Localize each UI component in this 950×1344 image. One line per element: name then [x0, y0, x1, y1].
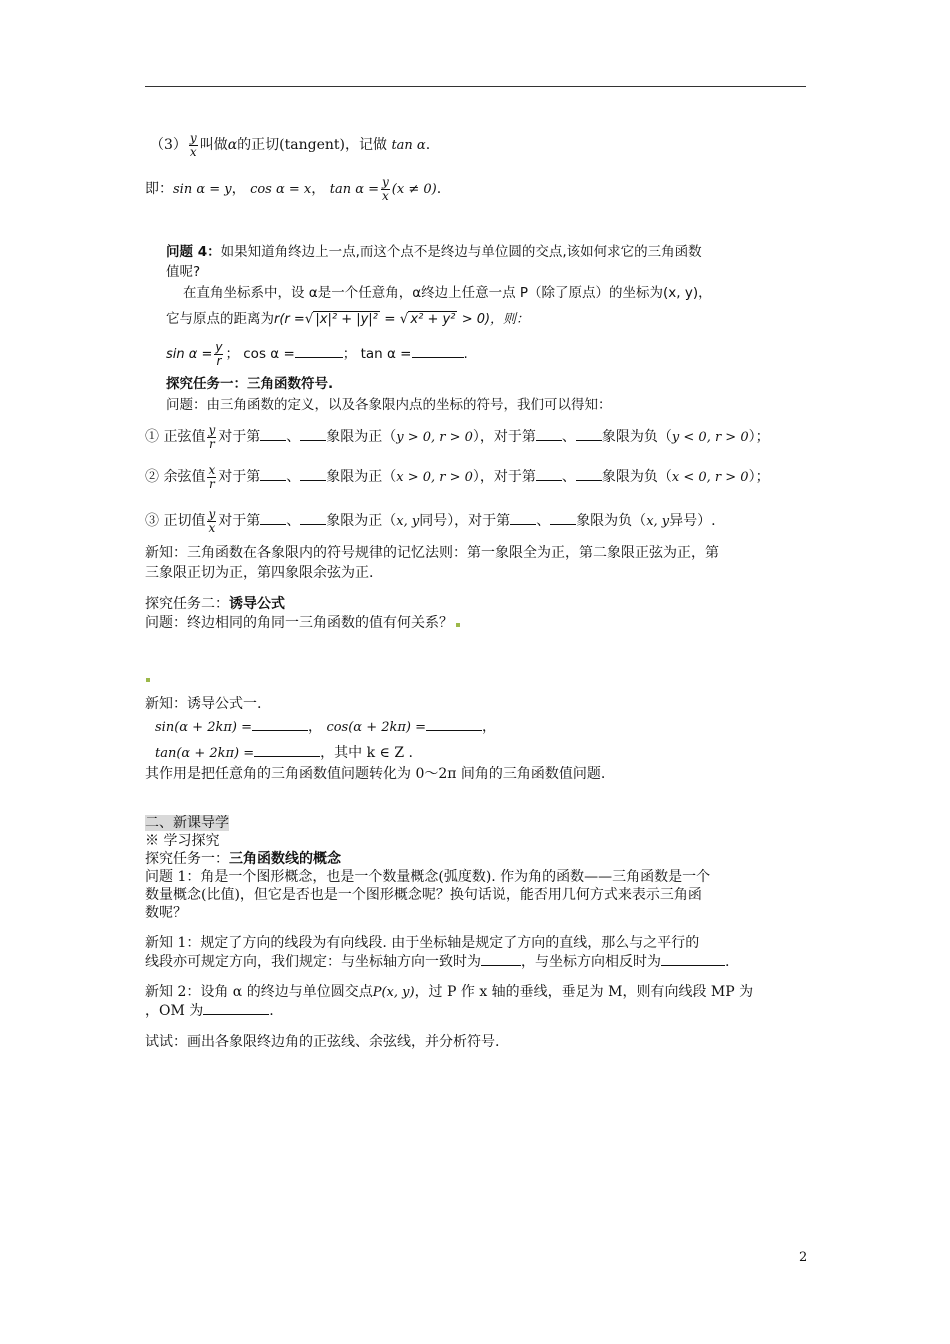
answer-blank[interactable] — [481, 953, 521, 966]
tangent-definition — [150, 132, 430, 158]
summary-formulas: 即：sin α = y， cos α = x， tan α = $\frac{y}{x}$ (x ≠ 0). — [145, 175, 442, 203]
tan-condition: (x ≠ 0) — [391, 182, 437, 198]
answer-blank[interactable] — [252, 718, 308, 731]
answer-blank[interactable] — [254, 744, 320, 757]
text: ，过 P 作 x 轴的垂线，垂足为 M，则有向线段 MP 为 — [414, 984, 754, 1000]
text: 同号 — [419, 513, 448, 530]
answer-blank[interactable] — [295, 345, 343, 358]
text: 象限为负（ — [576, 513, 647, 530]
answer-blank[interactable] — [426, 718, 482, 731]
text: 正切值 — [163, 513, 206, 530]
text: 对于第 — [218, 429, 261, 446]
try-exercise: 试试：画出各象限终边角的正弦线、余弦线，并分析符号. — [145, 1034, 500, 1050]
point-p: P(x, y) — [372, 985, 415, 1000]
question-1-line-2: 数量概念(比值)，但它是否也是一个图形概念呢？换句话说，能否用几何方式来表示三角函 — [145, 887, 702, 903]
problem-4-line-3: 在直角坐标系中，设 α是一个任意角，α终边上任意一点 P（除了原点）的坐标为(x, y)， — [183, 285, 712, 301]
answer-blank[interactable] — [260, 468, 286, 481]
text: ，与坐标方向相反时为 — [521, 954, 661, 970]
alpha-symbol: α — [227, 137, 238, 154]
condition: x, y — [396, 514, 420, 530]
condition: y < 0, r > 0 — [671, 430, 749, 446]
text: 、 — [561, 429, 576, 446]
answer-blank[interactable] — [260, 428, 286, 441]
text: 探究任务一： — [145, 851, 229, 867]
induction-formula-purpose: 其作用是把任意角的三角函数值问题转化为 0～2π 间角的三角函数值问题. — [145, 766, 606, 782]
fraction-denominator: x — [382, 188, 389, 203]
page-number: 2 — [799, 1250, 808, 1265]
fraction-numerator: y — [208, 423, 216, 437]
memory-rule-line-2: 三象限正切为正，第四象限余弦为正. — [145, 565, 374, 581]
new-knowledge-1-line-1: 新知 1：规定了方向的线段为有向线段. 由于坐标轴是规定了方向的直线，那么与之平行的 — [145, 935, 700, 951]
answer-blank[interactable] — [260, 512, 286, 525]
induction-formula-sin-cos — [155, 718, 496, 736]
marker-dot-standalone — [143, 670, 150, 687]
induction-formula-tan — [155, 744, 413, 762]
induction-formula-title: 新知：诱导公式一. — [145, 696, 262, 712]
text: ）. — [697, 513, 716, 530]
text: 、 — [536, 513, 551, 530]
text: ， — [308, 719, 322, 735]
text: 如果知道角终边上一点,而这个点不是终边与单位圆的交点,该如何求它的三角函数 — [220, 244, 702, 260]
fraction-denominator: x — [208, 520, 216, 535]
fraction-numerator: y — [189, 131, 197, 145]
problem-label: 问题 4： — [166, 244, 221, 260]
problem-4-line-1 — [166, 244, 702, 260]
text: 即： — [145, 181, 173, 198]
sign-rule-cosine — [145, 464, 770, 490]
fraction-numerator: y — [215, 340, 223, 354]
answer-blank[interactable] — [536, 428, 562, 441]
fraction-denominator: r — [208, 476, 215, 491]
answer-blank[interactable] — [510, 512, 536, 525]
sin-lead: sin α = — [166, 347, 213, 363]
sign-rule-sine — [145, 424, 770, 450]
new-knowledge-2-line-2 — [145, 1002, 274, 1020]
text: 异号 — [669, 513, 698, 530]
text: 叫做 — [199, 137, 228, 154]
text: 余弦值 — [163, 469, 206, 486]
condition: y > 0, r > 0 — [396, 430, 473, 446]
text: 问题：终边相同的角同一三角函数的值有何关系？ — [145, 615, 453, 631]
text: 它与原点的距离为 — [166, 311, 274, 327]
text: 象限为正（ — [326, 513, 397, 530]
text: 象限为负（ — [601, 429, 672, 446]
fraction — [207, 424, 216, 450]
section-task-title — [145, 851, 341, 868]
text: 三角函数线的概念 — [229, 851, 341, 867]
text: 二、新课导学 — [145, 815, 229, 831]
task-2-title — [145, 596, 285, 613]
fraction — [214, 341, 223, 367]
condition: x > 0, r > 0 — [396, 470, 473, 486]
text: . — [436, 181, 442, 198]
memory-rule-line-1: 新知：三角函数在各象限内的符号规律的记忆法则：第一象限全为正，第二象限正弦为正，第 — [145, 545, 719, 561]
text: 、 — [286, 429, 301, 446]
item-index: （3） — [150, 137, 187, 154]
text: 的正切(tangent)，记做 — [237, 137, 387, 154]
answer-blank[interactable] — [300, 512, 326, 525]
text: ），对于第 — [472, 469, 536, 486]
marker-dot — [456, 623, 460, 627]
problem-4-ratios — [166, 341, 468, 367]
answer-blank[interactable] — [576, 428, 602, 441]
problem-4-distance: 它与原点的距离为r(r =√ |x|² + |y|² = √ x² + y² > 0)，则： — [166, 311, 530, 327]
text: . — [463, 346, 468, 363]
new-knowledge-1-line-2 — [145, 953, 729, 971]
text: ，其中 k ∈ Z . — [320, 745, 413, 761]
text: 象限为正（ — [326, 429, 397, 446]
section-heading — [145, 815, 229, 832]
text: ，OM 为 — [145, 1003, 204, 1019]
text: ）； — [748, 469, 770, 486]
answer-blank[interactable] — [576, 468, 602, 481]
cos-lead: ； cos α = — [225, 346, 295, 363]
task-1-question: 问题：由三角函数的定义，以及各象限内点的坐标的符号，我们可以得知： — [166, 397, 612, 413]
answer-blank[interactable] — [536, 468, 562, 481]
tan-formula: tan α = — [329, 182, 380, 198]
item-marker: ② — [145, 469, 159, 486]
text: 正弦值 — [163, 429, 206, 446]
answer-blank[interactable] — [203, 1002, 269, 1015]
text: 线段亦可规定方向，我们规定：与坐标轴方向一致时为 — [145, 954, 481, 970]
fraction — [381, 176, 390, 202]
item-marker: ③ — [145, 513, 159, 530]
answer-blank[interactable] — [300, 428, 326, 441]
text: ），对于第 — [472, 429, 536, 446]
tan-notation: tan α — [391, 138, 426, 154]
text: ）； — [748, 429, 770, 446]
tan-lead: ； tan α = — [342, 346, 412, 363]
problem-4-line-2: 值呢? — [166, 264, 201, 280]
header-rule — [145, 86, 806, 87]
task-2-question — [145, 615, 460, 632]
fraction-numerator: y — [382, 175, 389, 189]
answer-blank[interactable] — [412, 345, 464, 358]
text: 对于第 — [218, 469, 261, 486]
answer-blank[interactable] — [300, 468, 326, 481]
text: . — [725, 954, 730, 970]
text: 、 — [286, 469, 301, 486]
text: > 0)，则： — [461, 312, 530, 327]
text: 象限为正（ — [326, 469, 397, 486]
fraction — [189, 132, 198, 158]
fraction — [207, 464, 216, 490]
answer-blank[interactable] — [661, 953, 725, 966]
cos-formula: cos α = x — [250, 182, 312, 198]
new-knowledge-2-line-1 — [145, 984, 753, 1001]
text: = — [384, 311, 396, 327]
fraction-denominator: r — [216, 353, 222, 368]
sin-formula: sin α = y — [173, 182, 232, 198]
text: 新知 2：设角 α 的终边与单位圆交点 — [145, 984, 373, 1000]
text: 探究任务二： — [145, 596, 229, 612]
text: ），对于第 — [447, 513, 511, 530]
fraction-denominator: r — [208, 436, 215, 451]
text: ， — [482, 719, 497, 735]
condition: x, y — [646, 514, 670, 530]
question-1-line-1: 问题 1：角是一个图形概念，也是一个数量概念(弧度数). 作为角的函数——三角函数是一个 — [145, 869, 711, 885]
sin-formula: sin(α + 2kπ) = — [155, 720, 252, 735]
condition: x < 0, r > 0 — [671, 470, 749, 486]
sqrt-expression: x² + y² — [410, 312, 456, 327]
text: . — [269, 1003, 274, 1019]
fraction-denominator: x — [189, 144, 197, 159]
fraction — [207, 508, 216, 534]
question-1-line-3: 数呢？ — [145, 905, 187, 921]
cos-formula: cos(α + 2kπ) = — [326, 720, 427, 735]
fraction-numerator: x — [208, 463, 216, 477]
marker-dot — [146, 678, 150, 682]
text: 对于第 — [218, 513, 261, 530]
text: . — [425, 137, 431, 154]
item-marker: ① — [145, 429, 159, 446]
r-formula: r(r = — [274, 312, 305, 327]
text: 象限为负（ — [601, 469, 672, 486]
text: 诱导公式 — [229, 596, 285, 612]
text: 、 — [286, 513, 301, 530]
sqrt-expression: |x|² + |y|² — [315, 312, 378, 327]
sign-rule-tangent — [145, 508, 716, 534]
section-subheading: ※ 学习探究 — [145, 833, 220, 849]
task-1-title: 探究任务一：三角函数符号. — [166, 376, 334, 392]
answer-blank[interactable] — [550, 512, 576, 525]
text: 、 — [561, 469, 576, 486]
tan-formula: tan(α + 2kπ) = — [155, 746, 255, 761]
fraction-numerator: y — [208, 507, 216, 521]
